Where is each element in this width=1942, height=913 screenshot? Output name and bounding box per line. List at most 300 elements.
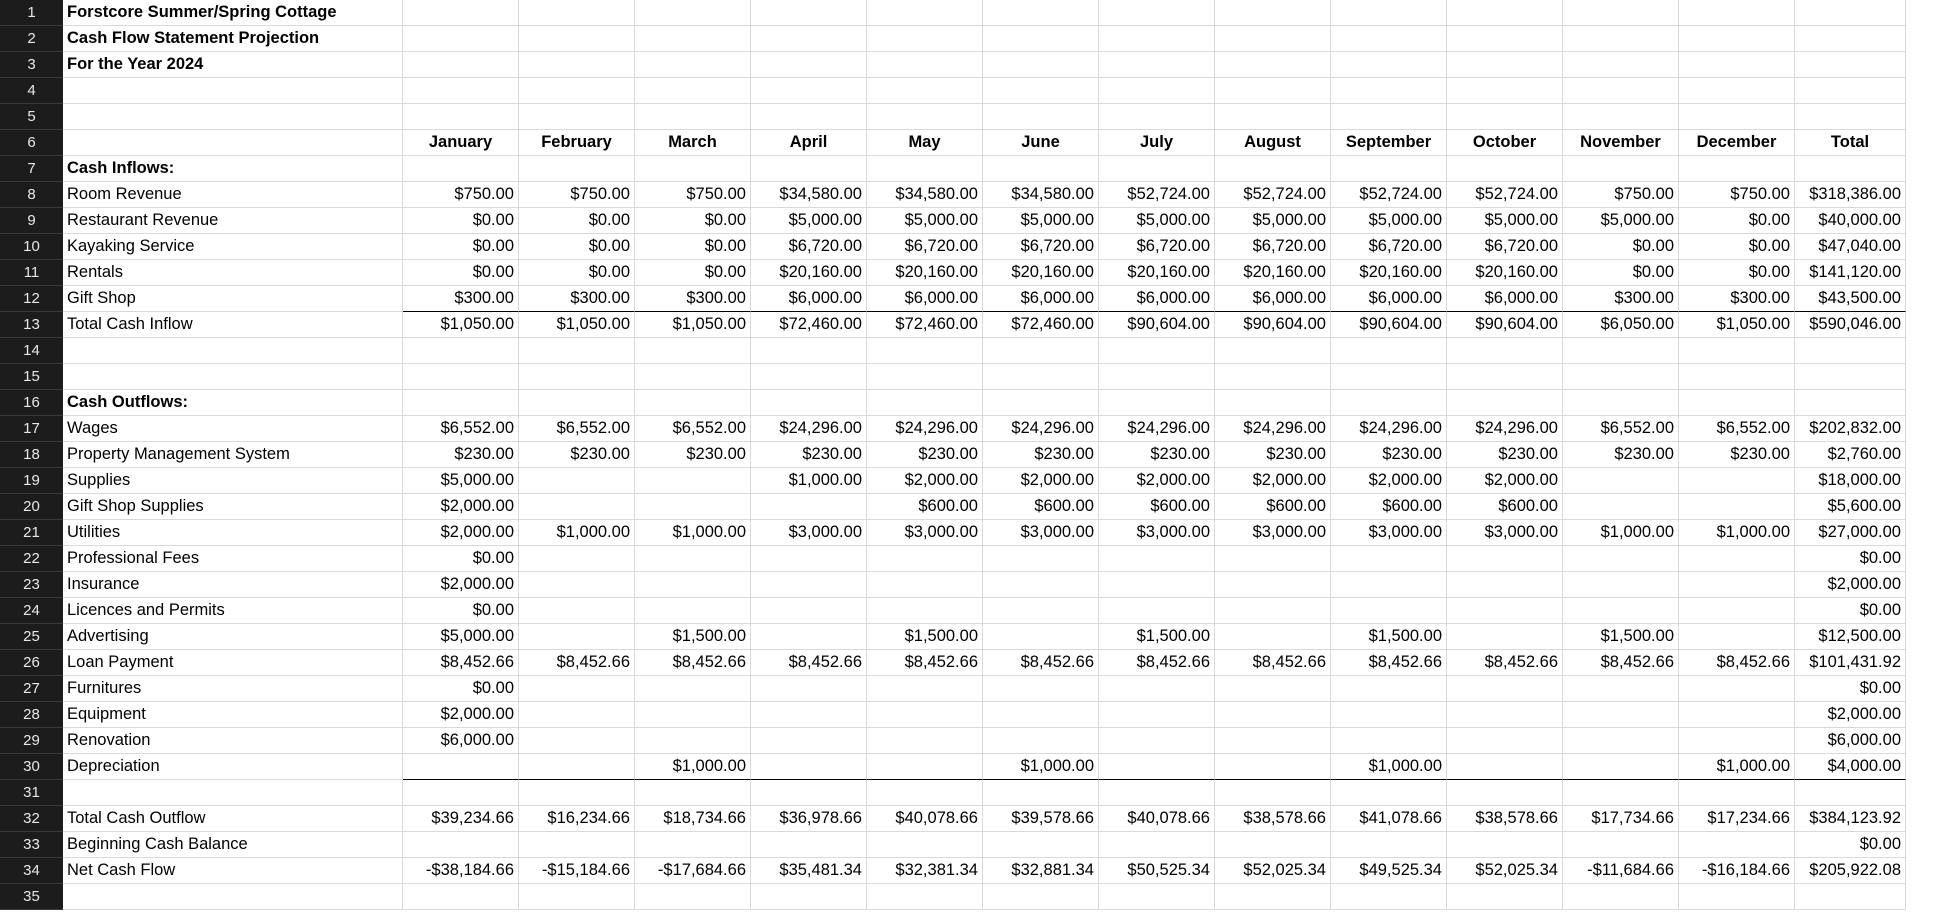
empty-cell[interactable] [635,0,751,26]
value-cell[interactable]: $32,881.34 [983,858,1099,884]
empty-cell[interactable] [519,104,635,130]
value-cell[interactable]: $41,078.66 [1331,806,1447,832]
value-cell[interactable]: $49,525.34 [1331,858,1447,884]
value-cell[interactable] [1679,546,1795,572]
empty-cell[interactable] [1563,26,1679,52]
empty-cell[interactable] [1215,78,1331,104]
value-cell[interactable] [1563,494,1679,520]
value-cell[interactable]: $101,431.92 [1795,650,1906,676]
value-cell[interactable] [1331,676,1447,702]
value-cell[interactable]: $1,500.00 [1099,624,1215,650]
empty-cell[interactable] [983,338,1099,364]
empty-cell[interactable] [403,338,519,364]
value-cell[interactable]: $1,000.00 [635,520,751,546]
value-cell[interactable]: $600.00 [1447,494,1563,520]
value-cell[interactable]: $36,978.66 [751,806,867,832]
row-label-cell[interactable]: Forstcore Summer/Spring Cottage [63,0,403,26]
value-cell[interactable]: $300.00 [1563,286,1679,312]
empty-cell[interactable] [1679,390,1795,416]
value-cell[interactable]: $2,000.00 [1099,468,1215,494]
value-cell[interactable]: $2,000.00 [1447,468,1563,494]
value-cell[interactable] [1679,468,1795,494]
row-label-cell[interactable]: Restaurant Revenue [63,208,403,234]
row-header[interactable]: 19 [0,468,63,494]
value-cell[interactable]: $20,160.00 [867,260,983,286]
value-cell[interactable]: $0.00 [519,208,635,234]
empty-cell[interactable] [1331,338,1447,364]
value-cell[interactable] [519,624,635,650]
empty-cell[interactable] [1447,364,1563,390]
value-cell[interactable]: $6,552.00 [1679,416,1795,442]
row-label-cell[interactable] [63,364,403,390]
empty-cell[interactable] [751,156,867,182]
row-label-cell[interactable]: Loan Payment [63,650,403,676]
empty-cell[interactable] [867,52,983,78]
value-cell[interactable]: $0.00 [1679,234,1795,260]
value-cell[interactable]: $0.00 [1795,598,1906,624]
empty-cell[interactable] [1679,104,1795,130]
empty-cell[interactable] [1215,156,1331,182]
row-header[interactable]: 3 [0,52,63,78]
value-cell[interactable]: $750.00 [519,182,635,208]
row-header[interactable]: 23 [0,572,63,598]
empty-cell[interactable] [1099,78,1215,104]
value-cell[interactable]: $2,000.00 [403,572,519,598]
value-cell[interactable]: $0.00 [403,598,519,624]
empty-cell[interactable] [1099,0,1215,26]
empty-cell[interactable] [1215,390,1331,416]
row-header[interactable]: 17 [0,416,63,442]
value-cell[interactable]: $230.00 [867,442,983,468]
value-cell[interactable]: $0.00 [403,260,519,286]
value-cell[interactable]: $52,724.00 [1215,182,1331,208]
value-cell[interactable]: $72,460.00 [751,312,867,338]
empty-cell[interactable] [983,26,1099,52]
value-cell[interactable]: $1,050.00 [635,312,751,338]
row-header[interactable]: 30 [0,754,63,780]
value-cell[interactable] [1099,572,1215,598]
value-cell[interactable]: $90,604.00 [1447,312,1563,338]
empty-cell[interactable] [1331,780,1447,806]
value-cell[interactable]: $0.00 [1563,234,1679,260]
value-cell[interactable]: $24,296.00 [1331,416,1447,442]
value-cell[interactable]: $1,000.00 [1679,520,1795,546]
empty-cell[interactable] [1099,26,1215,52]
value-cell[interactable]: $0.00 [635,208,751,234]
value-cell[interactable]: $50,525.34 [1099,858,1215,884]
value-cell[interactable]: $1,000.00 [983,754,1099,780]
empty-cell[interactable] [751,104,867,130]
value-cell[interactable]: $52,724.00 [1331,182,1447,208]
empty-cell[interactable] [1795,884,1906,910]
row-header[interactable]: 10 [0,234,63,260]
value-cell[interactable]: $4,000.00 [1795,754,1906,780]
empty-cell[interactable] [867,156,983,182]
value-cell[interactable]: $230.00 [751,442,867,468]
row-label-cell[interactable]: Professional Fees [63,546,403,572]
empty-cell[interactable] [751,52,867,78]
empty-cell[interactable] [1795,390,1906,416]
value-cell[interactable] [635,702,751,728]
value-cell[interactable]: $8,452.66 [403,650,519,676]
value-cell[interactable] [519,598,635,624]
value-cell[interactable]: $2,000.00 [1215,468,1331,494]
value-cell[interactable] [751,572,867,598]
value-cell[interactable]: $0.00 [635,234,751,260]
value-cell[interactable] [751,676,867,702]
value-cell[interactable] [751,754,867,780]
value-cell[interactable]: $2,000.00 [1795,572,1906,598]
value-cell[interactable]: $1,050.00 [519,312,635,338]
value-cell[interactable]: -$16,184.66 [1679,858,1795,884]
value-cell[interactable] [1679,624,1795,650]
value-cell[interactable] [1215,624,1331,650]
value-cell[interactable] [1679,702,1795,728]
value-cell[interactable]: $1,500.00 [635,624,751,650]
value-cell[interactable] [1099,598,1215,624]
empty-cell[interactable] [403,26,519,52]
empty-cell[interactable] [1563,156,1679,182]
value-cell[interactable] [983,702,1099,728]
row-label-cell[interactable] [63,78,403,104]
value-cell[interactable]: $230.00 [1447,442,1563,468]
value-cell[interactable]: $3,000.00 [983,520,1099,546]
value-cell[interactable]: $34,580.00 [751,182,867,208]
value-cell[interactable]: $40,000.00 [1795,208,1906,234]
value-cell[interactable]: $2,000.00 [867,468,983,494]
empty-cell[interactable] [867,104,983,130]
row-header[interactable]: 28 [0,702,63,728]
value-cell[interactable]: $0.00 [403,208,519,234]
value-cell[interactable] [635,572,751,598]
empty-cell[interactable] [1679,0,1795,26]
value-cell[interactable]: $2,000.00 [403,702,519,728]
row-label-cell[interactable]: Cash Flow Statement Projection [63,26,403,52]
value-cell[interactable]: $20,160.00 [1331,260,1447,286]
empty-cell[interactable] [403,884,519,910]
empty-cell[interactable] [1099,364,1215,390]
value-cell[interactable]: $141,120.00 [1795,260,1906,286]
value-cell[interactable]: $1,000.00 [519,520,635,546]
row-header[interactable]: 33 [0,832,63,858]
value-cell[interactable]: $24,296.00 [1215,416,1331,442]
empty-cell[interactable] [751,26,867,52]
value-cell[interactable]: $300.00 [635,286,751,312]
empty-cell[interactable] [1215,338,1331,364]
value-cell[interactable] [751,598,867,624]
month-header-cell[interactable]: May [867,130,983,156]
value-cell[interactable] [1215,728,1331,754]
row-label-cell[interactable]: Supplies [63,468,403,494]
empty-cell[interactable] [1795,26,1906,52]
value-cell[interactable]: $6,000.00 [1099,286,1215,312]
value-cell[interactable]: $6,552.00 [519,416,635,442]
empty-cell[interactable] [983,0,1099,26]
value-cell[interactable]: $0.00 [403,676,519,702]
value-cell[interactable] [1215,754,1331,780]
value-cell[interactable] [867,598,983,624]
empty-cell[interactable] [1563,390,1679,416]
empty-cell[interactable] [867,338,983,364]
row-label-cell[interactable]: Equipment [63,702,403,728]
value-cell[interactable] [519,728,635,754]
empty-cell[interactable] [519,78,635,104]
value-cell[interactable] [635,832,751,858]
value-cell[interactable] [751,728,867,754]
value-cell[interactable]: $18,734.66 [635,806,751,832]
value-cell[interactable] [1563,754,1679,780]
value-cell[interactable]: $230.00 [1215,442,1331,468]
empty-cell[interactable] [1563,104,1679,130]
empty-cell[interactable] [635,780,751,806]
value-cell[interactable] [983,676,1099,702]
row-label-cell[interactable]: Property Management System [63,442,403,468]
empty-cell[interactable] [1331,26,1447,52]
value-cell[interactable] [867,754,983,780]
empty-cell[interactable] [1563,52,1679,78]
value-cell[interactable]: $6,000.00 [1447,286,1563,312]
value-cell[interactable]: $300.00 [403,286,519,312]
row-label-cell[interactable]: Beginning Cash Balance [63,832,403,858]
value-cell[interactable] [1563,728,1679,754]
empty-cell[interactable] [1679,26,1795,52]
value-cell[interactable]: $318,386.00 [1795,182,1906,208]
value-cell[interactable]: $6,000.00 [1795,728,1906,754]
empty-cell[interactable] [1447,104,1563,130]
value-cell[interactable]: $8,452.66 [1679,650,1795,676]
value-cell[interactable]: $16,234.66 [519,806,635,832]
value-cell[interactable]: $5,000.00 [983,208,1099,234]
empty-cell[interactable] [1331,364,1447,390]
value-cell[interactable]: $750.00 [403,182,519,208]
row-label-cell[interactable]: Total Cash Inflow [63,312,403,338]
value-cell[interactable] [867,702,983,728]
value-cell[interactable]: $230.00 [403,442,519,468]
value-cell[interactable]: $6,552.00 [403,416,519,442]
value-cell[interactable]: $20,160.00 [1447,260,1563,286]
value-cell[interactable]: $5,000.00 [1563,208,1679,234]
value-cell[interactable]: $90,604.00 [1099,312,1215,338]
value-cell[interactable]: $6,000.00 [1215,286,1331,312]
empty-cell[interactable] [983,390,1099,416]
value-cell[interactable]: $32,381.34 [867,858,983,884]
empty-cell[interactable] [1563,780,1679,806]
value-cell[interactable]: $38,578.66 [1447,806,1563,832]
empty-cell[interactable] [519,780,635,806]
value-cell[interactable] [1331,572,1447,598]
value-cell[interactable]: $6,720.00 [1099,234,1215,260]
value-cell[interactable] [519,702,635,728]
empty-cell[interactable] [1331,390,1447,416]
empty-cell[interactable] [1447,0,1563,26]
empty-cell[interactable] [1331,0,1447,26]
empty-cell[interactable] [519,884,635,910]
value-cell[interactable]: $205,922.08 [1795,858,1906,884]
value-cell[interactable] [1215,832,1331,858]
row-header[interactable]: 7 [0,156,63,182]
value-cell[interactable] [751,624,867,650]
empty-cell[interactable] [983,780,1099,806]
empty-cell[interactable] [1679,52,1795,78]
empty-cell[interactable] [1099,884,1215,910]
value-cell[interactable]: $600.00 [1215,494,1331,520]
value-cell[interactable] [983,546,1099,572]
value-cell[interactable]: $20,160.00 [1099,260,1215,286]
value-cell[interactable]: $2,000.00 [1331,468,1447,494]
value-cell[interactable]: $43,500.00 [1795,286,1906,312]
value-cell[interactable]: $40,078.66 [1099,806,1215,832]
value-cell[interactable] [867,572,983,598]
row-header[interactable]: 27 [0,676,63,702]
empty-cell[interactable] [1447,390,1563,416]
row-header[interactable]: 4 [0,78,63,104]
empty-cell[interactable] [751,338,867,364]
empty-cell[interactable] [1331,52,1447,78]
row-header[interactable]: 11 [0,260,63,286]
value-cell[interactable]: $52,724.00 [1447,182,1563,208]
empty-cell[interactable] [519,338,635,364]
value-cell[interactable] [635,494,751,520]
empty-cell[interactable] [867,884,983,910]
value-cell[interactable] [983,598,1099,624]
value-cell[interactable] [1447,832,1563,858]
row-header[interactable]: 26 [0,650,63,676]
value-cell[interactable] [983,572,1099,598]
value-cell[interactable]: $0.00 [1679,208,1795,234]
value-cell[interactable]: $38,578.66 [1215,806,1331,832]
value-cell[interactable]: $8,452.66 [983,650,1099,676]
row-header[interactable]: 31 [0,780,63,806]
value-cell[interactable] [1447,676,1563,702]
value-cell[interactable]: $40,078.66 [867,806,983,832]
row-label-cell[interactable]: Utilities [63,520,403,546]
value-cell[interactable] [1679,832,1795,858]
value-cell[interactable] [867,832,983,858]
empty-cell[interactable] [1331,104,1447,130]
value-cell[interactable]: $6,720.00 [867,234,983,260]
value-cell[interactable] [751,546,867,572]
empty-cell[interactable] [1447,338,1563,364]
empty-cell[interactable] [983,78,1099,104]
row-label-cell[interactable]: Rentals [63,260,403,286]
value-cell[interactable] [635,676,751,702]
value-cell[interactable]: $1,050.00 [1679,312,1795,338]
month-header-cell[interactable]: July [1099,130,1215,156]
empty-cell[interactable] [1795,52,1906,78]
empty-cell[interactable] [519,364,635,390]
row-header[interactable]: 9 [0,208,63,234]
empty-cell[interactable] [1679,364,1795,390]
empty-cell[interactable] [635,52,751,78]
empty-cell[interactable] [1795,156,1906,182]
empty-cell[interactable] [635,156,751,182]
month-header-cell[interactable]: November [1563,130,1679,156]
value-cell[interactable]: $3,000.00 [751,520,867,546]
empty-cell[interactable] [1563,78,1679,104]
month-header-cell[interactable]: January [403,130,519,156]
row-label-cell[interactable]: Insurance [63,572,403,598]
value-cell[interactable] [1447,624,1563,650]
month-header-cell[interactable]: June [983,130,1099,156]
row-label-cell[interactable]: Furnitures [63,676,403,702]
empty-cell[interactable] [635,338,751,364]
value-cell[interactable]: $39,234.66 [403,806,519,832]
empty-cell[interactable] [1795,338,1906,364]
value-cell[interactable]: $1,500.00 [1563,624,1679,650]
row-label-cell[interactable] [63,104,403,130]
value-cell[interactable]: $384,123.92 [1795,806,1906,832]
empty-cell[interactable] [1215,0,1331,26]
empty-cell[interactable] [1447,884,1563,910]
value-cell[interactable] [1563,598,1679,624]
empty-cell[interactable] [403,52,519,78]
empty-cell[interactable] [867,78,983,104]
row-header[interactable]: 14 [0,338,63,364]
empty-cell[interactable] [983,884,1099,910]
value-cell[interactable] [1331,728,1447,754]
value-cell[interactable]: $3,000.00 [1331,520,1447,546]
value-cell[interactable]: $24,296.00 [867,416,983,442]
row-header[interactable]: 32 [0,806,63,832]
month-header-cell[interactable]: August [1215,130,1331,156]
empty-cell[interactable] [403,0,519,26]
empty-cell[interactable] [1679,884,1795,910]
row-label-cell[interactable]: Cash Outflows: [63,390,403,416]
value-cell[interactable]: $0.00 [403,234,519,260]
value-cell[interactable]: $39,578.66 [983,806,1099,832]
row-label-cell[interactable] [63,338,403,364]
value-cell[interactable]: $0.00 [1679,260,1795,286]
value-cell[interactable] [1215,676,1331,702]
row-header[interactable]: 2 [0,26,63,52]
empty-cell[interactable] [1679,156,1795,182]
value-cell[interactable] [1679,676,1795,702]
empty-cell[interactable] [751,0,867,26]
empty-cell[interactable] [1795,780,1906,806]
empty-cell[interactable] [1331,884,1447,910]
value-cell[interactable] [1331,546,1447,572]
row-label-cell[interactable]: Net Cash Flow [63,858,403,884]
value-cell[interactable]: $6,720.00 [1331,234,1447,260]
value-cell[interactable]: $2,000.00 [403,494,519,520]
value-cell[interactable]: $72,460.00 [867,312,983,338]
value-cell[interactable]: $6,000.00 [867,286,983,312]
empty-cell[interactable] [1795,0,1906,26]
value-cell[interactable]: $0.00 [519,260,635,286]
row-header[interactable]: 21 [0,520,63,546]
value-cell[interactable]: $750.00 [1679,182,1795,208]
value-cell[interactable]: $34,580.00 [983,182,1099,208]
value-cell[interactable] [867,546,983,572]
value-cell[interactable] [1447,546,1563,572]
empty-cell[interactable] [1215,52,1331,78]
row-label-cell[interactable]: Advertising [63,624,403,650]
row-label-cell[interactable] [63,884,403,910]
row-label-cell[interactable]: Gift Shop Supplies [63,494,403,520]
value-cell[interactable]: $8,452.66 [1447,650,1563,676]
empty-cell[interactable] [1331,156,1447,182]
value-cell[interactable] [519,546,635,572]
value-cell[interactable]: $230.00 [519,442,635,468]
row-header[interactable]: 6 [0,130,63,156]
month-header-cell[interactable]: September [1331,130,1447,156]
value-cell[interactable] [867,728,983,754]
empty-cell[interactable] [1215,364,1331,390]
value-cell[interactable]: $35,481.34 [751,858,867,884]
empty-cell[interactable] [1215,884,1331,910]
value-cell[interactable] [519,832,635,858]
value-cell[interactable]: $12,500.00 [1795,624,1906,650]
